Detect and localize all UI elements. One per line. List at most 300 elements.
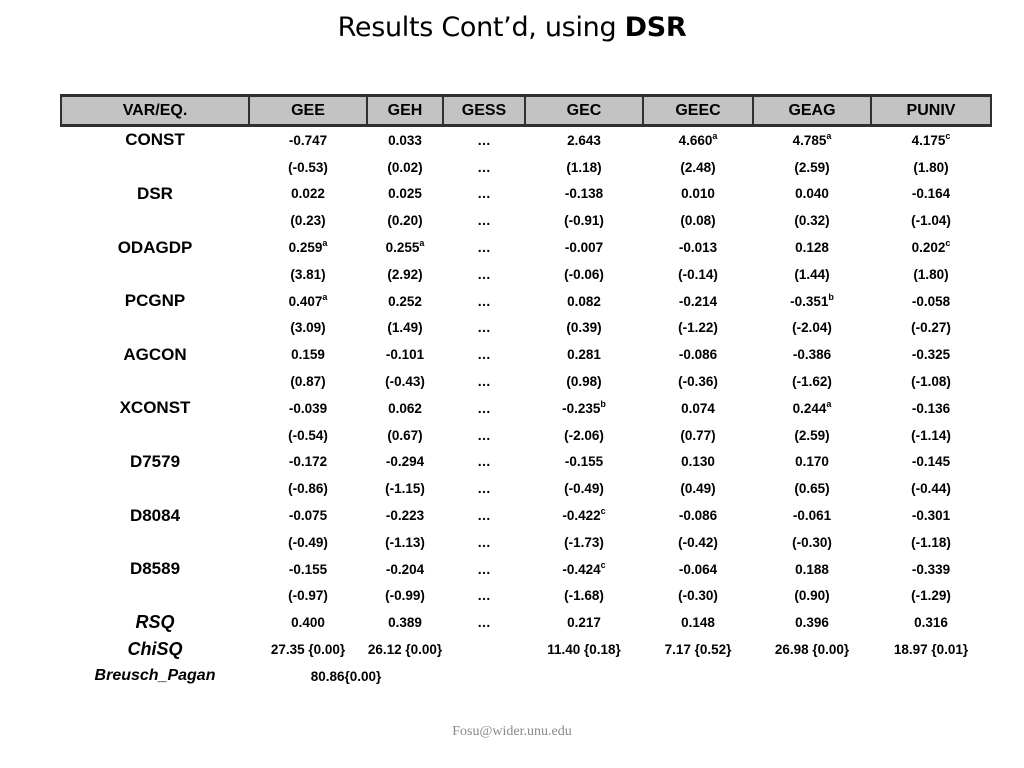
cell-value: (-1.15) bbox=[385, 481, 425, 497]
cell-value: 11.40 {0.18} bbox=[547, 642, 621, 658]
cell-value: -0.747 bbox=[288, 132, 328, 148]
cell-value: (1.18) bbox=[566, 159, 602, 175]
table-cell bbox=[871, 207, 991, 234]
table-cell bbox=[753, 181, 871, 208]
table-cell bbox=[643, 341, 753, 368]
table-cell bbox=[753, 502, 871, 529]
table-cell bbox=[643, 449, 753, 476]
table-cell bbox=[753, 207, 871, 234]
cell-value: 2.643 bbox=[567, 132, 601, 148]
empty-cell bbox=[871, 663, 991, 690]
table-row bbox=[61, 422, 991, 449]
cell-value: … bbox=[477, 481, 491, 497]
significance-marker: a bbox=[419, 238, 425, 249]
table-cell bbox=[249, 636, 367, 663]
cell-value: (-0.30) bbox=[792, 534, 832, 550]
table-cell bbox=[753, 288, 871, 315]
cell-value: (-1.04) bbox=[911, 213, 951, 229]
title-prefix: Results Cont’d, using bbox=[337, 12, 625, 43]
column-header: GEH bbox=[367, 96, 443, 126]
table-cell bbox=[643, 502, 753, 529]
table-cell bbox=[443, 341, 525, 368]
cell-value: 0.281 bbox=[567, 347, 601, 363]
table-cell bbox=[525, 422, 643, 449]
cell-value: -0.294 bbox=[385, 454, 425, 470]
table-header-row bbox=[61, 96, 991, 126]
cell-value: (-0.53) bbox=[288, 159, 328, 175]
cell-value: … bbox=[477, 588, 491, 604]
cell-value: 0.033 bbox=[388, 132, 422, 148]
table-cell bbox=[367, 449, 443, 476]
cell-value: -0.086 bbox=[678, 347, 718, 363]
table-cell bbox=[643, 609, 753, 636]
cell-value: 0.252 bbox=[388, 293, 422, 309]
table-body bbox=[61, 126, 991, 690]
cell-value: -0.064 bbox=[678, 561, 718, 577]
table-row bbox=[61, 234, 991, 261]
table-cell bbox=[871, 449, 991, 476]
table-cell bbox=[753, 529, 871, 556]
table-cell bbox=[367, 341, 443, 368]
row-label bbox=[61, 154, 249, 181]
table-cell bbox=[643, 636, 753, 663]
table-cell bbox=[443, 207, 525, 234]
table-cell bbox=[871, 341, 991, 368]
cell-value: -0.172 bbox=[288, 454, 328, 470]
cell-value: -0.301 bbox=[911, 508, 951, 524]
slide-title bbox=[0, 12, 1024, 43]
table-cell bbox=[643, 556, 753, 583]
table-cell bbox=[871, 422, 991, 449]
cell-value: -0.061 bbox=[792, 508, 832, 524]
cell-value: (-0.06) bbox=[564, 266, 604, 282]
table-row bbox=[61, 341, 991, 368]
table-cell bbox=[367, 181, 443, 208]
row-label: Breusch_Pagan bbox=[94, 667, 216, 685]
table-cell bbox=[249, 395, 367, 422]
cell-value: … bbox=[477, 374, 491, 390]
cell-value: (-0.42) bbox=[678, 534, 718, 550]
table-cell bbox=[871, 261, 991, 288]
cell-value: 27.35 {0.00} bbox=[270, 642, 346, 658]
cell-value: -0.223 bbox=[385, 508, 425, 524]
table-cell bbox=[249, 609, 367, 636]
cell-value: (2.59) bbox=[794, 159, 830, 175]
cell-value: (-0.36) bbox=[678, 374, 718, 390]
row-label: D8589 bbox=[129, 559, 181, 579]
table-cell bbox=[753, 234, 871, 261]
table-cell bbox=[443, 449, 525, 476]
significance-marker: c bbox=[600, 506, 606, 517]
cell-value: 0.128 bbox=[795, 240, 829, 256]
cell-value: … bbox=[477, 454, 491, 470]
table-cell bbox=[367, 315, 443, 342]
table-cell bbox=[525, 261, 643, 288]
breusch-pagan-row bbox=[61, 663, 991, 690]
cell-value: -0.386 bbox=[792, 347, 832, 363]
row-label bbox=[61, 475, 249, 502]
table-cell bbox=[643, 234, 753, 261]
cell-value: 0.062 bbox=[388, 400, 422, 416]
table-cell bbox=[443, 234, 525, 261]
table-cell bbox=[643, 475, 753, 502]
cell-value: (-1.22) bbox=[678, 320, 718, 336]
table-cell bbox=[525, 181, 643, 208]
significance-marker: a bbox=[322, 238, 328, 249]
table-cell bbox=[367, 234, 443, 261]
column-header: GEAG bbox=[753, 96, 871, 126]
table-cell bbox=[249, 529, 367, 556]
significance-marker: c bbox=[945, 130, 951, 141]
row-label bbox=[61, 368, 249, 395]
cell-value: -0.235 bbox=[562, 400, 601, 416]
table-cell bbox=[871, 636, 991, 663]
table-cell bbox=[871, 609, 991, 636]
table-cell bbox=[643, 181, 753, 208]
table-cell bbox=[249, 207, 367, 234]
table-cell bbox=[249, 341, 367, 368]
table-cell bbox=[643, 154, 753, 181]
table-cell bbox=[443, 636, 525, 663]
table-row bbox=[61, 529, 991, 556]
cell-value: (0.77) bbox=[680, 427, 716, 443]
empty-cell bbox=[753, 663, 871, 690]
cell-value: (-1.14) bbox=[911, 427, 951, 443]
table-cell bbox=[367, 583, 443, 610]
cell-value: -0.325 bbox=[911, 347, 951, 363]
cell-value: -0.351 bbox=[790, 293, 829, 309]
cell-value: (0.39) bbox=[566, 320, 602, 336]
table-cell bbox=[753, 583, 871, 610]
cell-value: … bbox=[477, 266, 491, 282]
significance-marker: a bbox=[322, 291, 328, 302]
cell-value: 0.407 bbox=[288, 293, 323, 309]
cell-value: … bbox=[477, 293, 491, 309]
table-cell bbox=[443, 154, 525, 181]
breusch-pagan-value: 80.86{0.00} bbox=[310, 668, 382, 684]
table-cell bbox=[643, 583, 753, 610]
cell-value: 0.316 bbox=[914, 615, 948, 631]
table-cell bbox=[249, 315, 367, 342]
table-cell bbox=[443, 609, 525, 636]
table-cell bbox=[753, 475, 871, 502]
row-label: CONST bbox=[125, 130, 185, 150]
cell-value: -0.155 bbox=[564, 454, 604, 470]
table-cell bbox=[443, 181, 525, 208]
cell-value: 4.175 bbox=[911, 132, 946, 148]
table-cell bbox=[753, 422, 871, 449]
table-row bbox=[61, 475, 991, 502]
table-cell bbox=[525, 529, 643, 556]
table-cell bbox=[249, 288, 367, 315]
column-header: GESS bbox=[443, 96, 525, 126]
empty-cell bbox=[643, 663, 753, 690]
cell-value: (0.32) bbox=[794, 213, 830, 229]
row-label: D7579 bbox=[129, 451, 181, 471]
cell-value: (-1.68) bbox=[564, 588, 604, 604]
cell-value: -0.013 bbox=[678, 240, 718, 256]
table-cell bbox=[249, 583, 367, 610]
cell-value: (-0.99) bbox=[385, 588, 425, 604]
cell-value: 7.17 {0.52} bbox=[664, 642, 732, 658]
table-cell bbox=[643, 529, 753, 556]
cell-value: -0.101 bbox=[385, 347, 425, 363]
table-cell bbox=[249, 126, 367, 154]
table-cell bbox=[643, 288, 753, 315]
cell-value: 0.259 bbox=[288, 240, 323, 256]
cell-value: 0.010 bbox=[681, 186, 715, 202]
cell-value: (-1.29) bbox=[911, 588, 951, 604]
table-row bbox=[61, 288, 991, 315]
cell-value: -0.075 bbox=[288, 508, 328, 524]
table-cell bbox=[249, 475, 367, 502]
table-cell bbox=[249, 234, 367, 261]
cell-value: (-0.44) bbox=[911, 481, 951, 497]
cell-value: (-0.49) bbox=[564, 481, 604, 497]
table-cell bbox=[871, 288, 991, 315]
table-cell bbox=[753, 126, 871, 154]
cell-value: … bbox=[477, 240, 491, 256]
cell-value: 0.255 bbox=[385, 240, 420, 256]
table-cell bbox=[443, 368, 525, 395]
table-cell bbox=[367, 395, 443, 422]
table-cell bbox=[871, 315, 991, 342]
table-cell bbox=[525, 154, 643, 181]
table-cell bbox=[525, 475, 643, 502]
cell-value: (-1.18) bbox=[911, 534, 951, 550]
table-cell bbox=[753, 556, 871, 583]
row-label: ChiSQ bbox=[127, 639, 183, 660]
cell-value: … bbox=[477, 320, 491, 336]
column-header: GEC bbox=[525, 96, 643, 126]
row-label bbox=[61, 207, 249, 234]
cell-value: -0.138 bbox=[564, 186, 604, 202]
cell-value: (0.20) bbox=[387, 213, 423, 229]
cell-value: … bbox=[477, 186, 491, 202]
cell-value: (-1.62) bbox=[792, 374, 832, 390]
cell-value: (1.44) bbox=[794, 266, 830, 282]
table-cell bbox=[525, 234, 643, 261]
cell-value: (1.80) bbox=[913, 159, 949, 175]
table-row bbox=[61, 368, 991, 395]
table-row bbox=[61, 207, 991, 234]
table-cell bbox=[367, 422, 443, 449]
cell-value: (-2.04) bbox=[792, 320, 832, 336]
empty-cell bbox=[525, 663, 643, 690]
row-label: RSQ bbox=[135, 612, 175, 633]
table-cell bbox=[525, 609, 643, 636]
cell-value: 0.400 bbox=[291, 615, 325, 631]
cell-value: 0.396 bbox=[795, 615, 829, 631]
table-cell bbox=[443, 583, 525, 610]
cell-value: … bbox=[477, 159, 491, 175]
table-cell bbox=[367, 609, 443, 636]
cell-value: (-0.27) bbox=[911, 320, 951, 336]
cell-value: … bbox=[477, 534, 491, 550]
table-cell bbox=[643, 368, 753, 395]
table-cell bbox=[753, 609, 871, 636]
column-header: PUNIV bbox=[871, 96, 991, 126]
table-cell bbox=[871, 475, 991, 502]
table-cell bbox=[525, 368, 643, 395]
table-cell bbox=[753, 395, 871, 422]
table-row bbox=[61, 449, 991, 476]
cell-value: … bbox=[477, 213, 491, 229]
cell-value: 0.082 bbox=[567, 293, 601, 309]
table-cell bbox=[367, 126, 443, 154]
cell-value: -0.422 bbox=[562, 508, 601, 524]
row-label: DSR bbox=[137, 183, 173, 203]
table-cell bbox=[443, 395, 525, 422]
cell-value: 4.660 bbox=[678, 132, 713, 148]
cell-value: … bbox=[477, 615, 491, 631]
significance-marker: a bbox=[826, 130, 832, 141]
table-cell bbox=[367, 556, 443, 583]
cell-value: 0.159 bbox=[291, 347, 325, 363]
cell-value: -0.086 bbox=[678, 508, 718, 524]
table-cell bbox=[753, 368, 871, 395]
table-cell bbox=[871, 181, 991, 208]
table-cell bbox=[443, 126, 525, 154]
row-label: D8084 bbox=[129, 505, 181, 525]
significance-marker: c bbox=[945, 238, 951, 249]
cell-value: -0.339 bbox=[911, 561, 951, 577]
table-cell bbox=[753, 154, 871, 181]
table-cell bbox=[367, 154, 443, 181]
cell-value: 0.170 bbox=[795, 454, 829, 470]
cell-value: 0.188 bbox=[795, 561, 829, 577]
cell-value: (-1.73) bbox=[564, 534, 604, 550]
table-row bbox=[61, 395, 991, 422]
cell-value: (-0.43) bbox=[385, 374, 425, 390]
table-cell bbox=[643, 315, 753, 342]
cell-value: (-1.13) bbox=[385, 534, 425, 550]
cell-value: 0.217 bbox=[567, 615, 601, 631]
cell-value: (-0.86) bbox=[288, 481, 328, 497]
table-cell bbox=[871, 126, 991, 154]
table-cell bbox=[367, 288, 443, 315]
column-header: GEE bbox=[249, 96, 367, 126]
cell-value: (2.59) bbox=[794, 427, 830, 443]
significance-marker: c bbox=[600, 559, 606, 570]
cell-value: -0.214 bbox=[678, 293, 718, 309]
cell-value: (3.81) bbox=[290, 266, 326, 282]
cell-value: 18.97 {0.01} bbox=[893, 642, 969, 658]
table-cell bbox=[753, 315, 871, 342]
cell-value: 0.022 bbox=[291, 186, 325, 202]
table-cell bbox=[443, 315, 525, 342]
cell-value: (0.08) bbox=[680, 213, 716, 229]
cell-value: (-0.91) bbox=[564, 213, 604, 229]
table-cell bbox=[643, 207, 753, 234]
table-cell bbox=[871, 556, 991, 583]
cell-value: (0.02) bbox=[387, 159, 423, 175]
cell-value: (-0.30) bbox=[678, 588, 718, 604]
cell-value: (1.80) bbox=[913, 266, 949, 282]
table-cell bbox=[367, 207, 443, 234]
cell-value: … bbox=[477, 508, 491, 524]
cell-value: (2.48) bbox=[680, 159, 716, 175]
cell-value: (-0.14) bbox=[678, 266, 718, 282]
table-cell bbox=[249, 449, 367, 476]
cell-value: (0.49) bbox=[680, 481, 716, 497]
table-cell bbox=[249, 556, 367, 583]
cell-value: 0.202 bbox=[911, 240, 946, 256]
table-cell bbox=[753, 261, 871, 288]
table-row bbox=[61, 181, 991, 208]
cell-value: 4.785 bbox=[792, 132, 827, 148]
table-cell bbox=[643, 422, 753, 449]
table-cell bbox=[643, 395, 753, 422]
cell-value: 0.025 bbox=[388, 186, 422, 202]
cell-value: 26.98 {0.00} bbox=[774, 642, 850, 658]
row-label bbox=[61, 261, 249, 288]
cell-value: 0.389 bbox=[388, 615, 422, 631]
table-cell bbox=[525, 502, 643, 529]
table-cell bbox=[525, 126, 643, 154]
cell-value: -0.204 bbox=[385, 561, 425, 577]
row-label: PCGNP bbox=[124, 291, 186, 311]
table-cell bbox=[249, 181, 367, 208]
table-cell bbox=[367, 261, 443, 288]
table-cell bbox=[443, 529, 525, 556]
cell-value: (0.23) bbox=[290, 213, 326, 229]
cell-value: (0.65) bbox=[794, 481, 830, 497]
table-cell bbox=[871, 234, 991, 261]
cell-value: (3.09) bbox=[290, 320, 326, 336]
table-cell bbox=[367, 529, 443, 556]
table-cell bbox=[443, 288, 525, 315]
table-cell bbox=[643, 126, 753, 154]
table-cell bbox=[443, 475, 525, 502]
cell-value: -0.155 bbox=[288, 561, 328, 577]
table-cell bbox=[249, 502, 367, 529]
cell-value: 0.074 bbox=[681, 400, 715, 416]
table-cell bbox=[443, 502, 525, 529]
table-row bbox=[61, 126, 991, 154]
table-row bbox=[61, 583, 991, 610]
cell-value: -0.039 bbox=[288, 400, 328, 416]
cell-value: -0.145 bbox=[911, 454, 951, 470]
table-cell bbox=[249, 261, 367, 288]
row-label bbox=[61, 583, 249, 610]
cell-value: … bbox=[477, 347, 491, 363]
cell-value: -0.007 bbox=[564, 240, 604, 256]
row-label: ODAGDP bbox=[117, 237, 193, 257]
table-cell bbox=[753, 341, 871, 368]
table-cell bbox=[525, 636, 643, 663]
table-row bbox=[61, 154, 991, 181]
table-cell bbox=[443, 556, 525, 583]
footer-email: Fosu@wider.unu.edu bbox=[452, 724, 572, 739]
table-cell bbox=[367, 368, 443, 395]
cell-value: … bbox=[477, 427, 491, 443]
table-cell bbox=[871, 154, 991, 181]
row-label: XCONST bbox=[119, 398, 191, 418]
table-cell bbox=[525, 315, 643, 342]
table-cell bbox=[871, 502, 991, 529]
table-row bbox=[61, 261, 991, 288]
table-row bbox=[61, 556, 991, 583]
table-row bbox=[61, 609, 991, 636]
table-cell bbox=[525, 449, 643, 476]
cell-value: (0.67) bbox=[387, 427, 423, 443]
cell-value: -0.424 bbox=[562, 561, 601, 577]
cell-value: 26.12 {0.00} bbox=[367, 642, 443, 658]
significance-marker: a bbox=[712, 130, 718, 141]
table-cell bbox=[443, 422, 525, 449]
column-header: VAR/EQ. bbox=[61, 96, 249, 126]
